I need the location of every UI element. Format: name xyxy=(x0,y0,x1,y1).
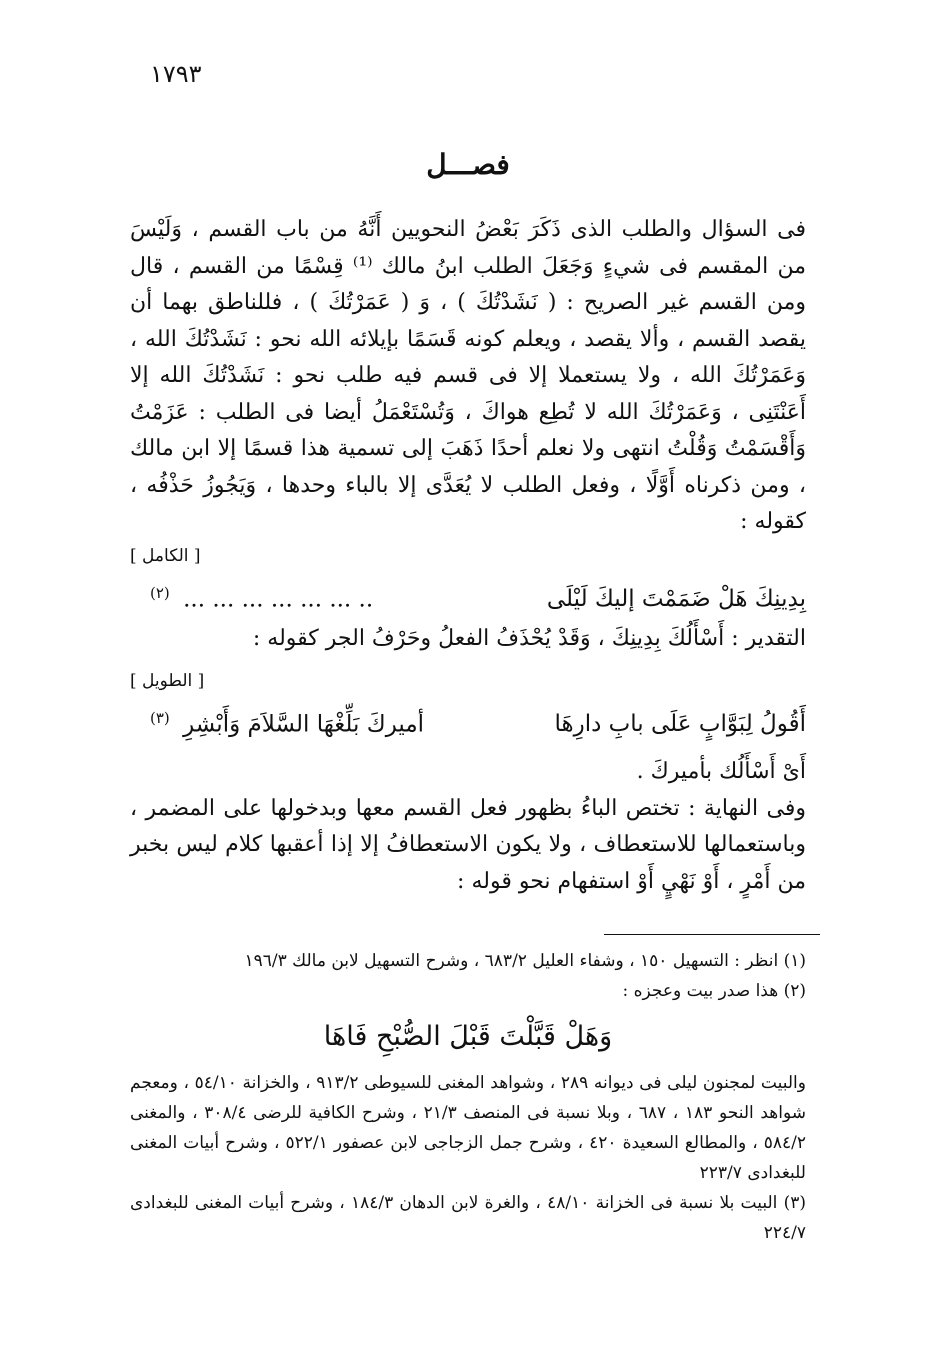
poetry-verse-1 xyxy=(130,571,806,622)
footnote-1: (١) انظر : التسهيل ١٥٠ ، وشفاء العليل ٦٨٣/٢ ، وشرح التسهيل لابن مالك ١٩٦/٣ xyxy=(244,951,806,971)
footnote-ref-3: (٣) xyxy=(150,708,170,727)
main-text xyxy=(130,212,806,900)
meter-label-kamil: [ الكامل ] xyxy=(130,545,201,566)
page-number: ١٧٩٣ xyxy=(150,60,202,88)
footnote-2-intro: (٢) هذا صدر بيت وعجزه : xyxy=(622,981,806,1001)
paragraph-3: أَىْ أَسْأَلُك بأميركَ . xyxy=(636,759,806,785)
footnote-ref-2: (٢) xyxy=(150,583,170,602)
verse-1-second-hemistich xyxy=(150,571,373,622)
meter-label-tawil: [ الطويل ] xyxy=(130,670,205,691)
footnote-2-verse: وَهَلْ قَبَّلْتَ قَبْلَ الصُّبْحِ فَاهَا xyxy=(323,1021,613,1052)
verse-1-first-hemistich: بِدِينِكَ هَلْ ضَمَمْتَ إليكَ لَيْلَى xyxy=(546,586,806,613)
footnote-separator xyxy=(604,934,820,935)
verse-2-first-hemistich: أَقُولُ لِبَوَّابٍ عَلَى بابِ دارِهَا xyxy=(554,711,806,738)
paragraph-2: التقدير : أَسْأَلُكَ بِدِينِكَ ، وَقَدْ يُحْذَفُ الفعلُ وحَرْفُ الجر كقوله : xyxy=(252,626,806,652)
verse-1-ellipsis: .. ... ... ... ... ... ... xyxy=(183,586,374,613)
poetry-verse-2 xyxy=(130,696,806,747)
verse-2-second-hemistich-text: أميركَ بَلِّغْهَا السَّلاَمَ وَأَبْشِرِ xyxy=(183,711,425,738)
paragraph-1: فى السؤال والطلب الذى ذَكَرَ بَعْضُ النحويين أَنَّهُ من باب القسم ، وَلَيْسَ من المقسم فى شيءٍ وَجَعَلَ الطلب ابنُ مالك ⁽¹⁾ قِسْمًا من القسم ، قال ومن القسم غير الصريح : ( نَشَدْتُكَ ) ، وَ ( عَمَرْتُكَ ) ، فللناطق بهما أن يقصد القسم ، وألا يقصد ، ويعلم كونه قَسَمًا بإيلائه الله نحو : نَشَدْتُكَ الله ، وَعَمَرْتُكَ الله ، ولا يستعملا إلا فى قسم فيه طلب نحو : نَشَدْتُكَ الله إلا أَعَنْتَنِى ، وَعَمَرْتُكَ الله لا تُطِع هواكَ ، وَتُسْتَعْمَلُ أيضا فى الطلب : عَزَمْتُ وَأَقْسَمْتُ وَقُلْتُ انتهى ولا نعلم أحدًا ذَهَبَ إلى تسمية هذا قسمًا إلا ابن مالك ، ومن ذكرناه أَوَّلًا ، وفعل الطلب لا يُعَدَّى إلا بالباء وحدها ، وَيَجُوزُ حَذْفُه ، كقوله : xyxy=(130,217,806,534)
paragraph-4: وفى النهاية : تختص الباءُ بظهور فعل القسم معها وبدخولها على المضمر ، وباستعمالها للاستعطاف ، ولا يكون الاستعطافُ إلا إذا أعقبها كلام ليس بخبر من أَمْرٍ ، أَوْ نَهْيٍ أَوْ استفهام نحو قوله : xyxy=(130,795,806,894)
footnotes xyxy=(130,946,806,1248)
footnote-3: (٣) البيت بلا نسبة فى الخزانة ٤٨/١٠ ، والغرة لابن الدهان ١٨٤/٣ ، وشرح أبيات المغنى للبغدادى ٢٢٤/٧ xyxy=(130,1193,806,1243)
verse-2-second-hemistich xyxy=(150,696,424,747)
section-heading: فصـــل xyxy=(426,148,510,181)
footnote-2-references: والبيت لمجنون ليلى فى ديوانه ٢٨٩ ، وشواهد المغنى للسيوطى ٩١٣/٢ ، والخزانة ٥٤/١٠ ، ومعجم شواهد النحو ١٨٣ ، ٦٨٧ ، وبلا نسبة فى المنصف ٢١/٣ ، وشرح الكافية للرضى ٣٠٨/٤ ، والمغنى ٥٨٤/٢ ، والمطالع السعيدة ٤٢٠ ، وشرح جمل الزجاجى لابن عصفور ٥٢٢/١ ، وشرح أبيات المغنى للبغدادى ٢٢٣/٧ xyxy=(130,1073,807,1183)
